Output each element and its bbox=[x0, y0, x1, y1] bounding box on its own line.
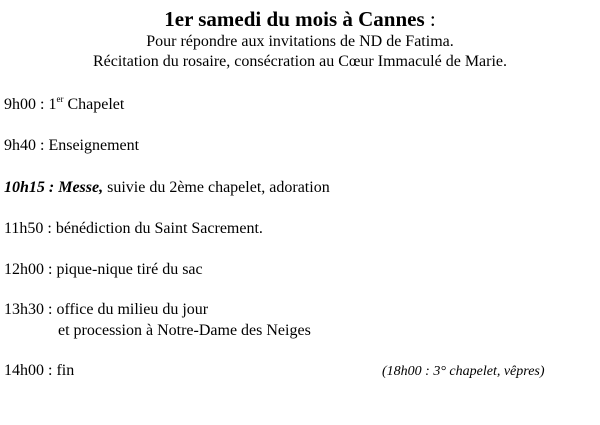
document-header bbox=[0, 6, 600, 72]
title-suffix: : bbox=[424, 7, 436, 31]
schedule-item-0900-sup: er bbox=[56, 93, 64, 104]
schedule-item-1015-rest: suivie du 2ème chapelet, adoration bbox=[103, 179, 330, 196]
schedule-item-1200: 12h00 : pique-nique tiré du sac bbox=[4, 261, 203, 278]
schedule-item-1330-continuation: et procession à Notre-Dame des Neiges bbox=[58, 322, 311, 339]
schedule-item-1330: 13h30 : office du milieu du jour bbox=[4, 301, 209, 318]
schedule-item-0900-prefix: 9h00 : 1 bbox=[4, 96, 57, 113]
schedule-item-0900 bbox=[4, 95, 124, 115]
schedule-item-0900-rest: Chapelet bbox=[63, 96, 125, 113]
schedule-item-1150: 11h50 : bénédiction du Saint Sacrement. bbox=[4, 220, 263, 237]
schedule-item-0940: 9h40 : Enseignement bbox=[4, 137, 140, 154]
subtitle-line-1: Pour répondre aux invitations de ND de Fatima. bbox=[146, 33, 454, 50]
schedule-item-1015 bbox=[4, 178, 330, 198]
subtitle-line-2: Récitation du rosaire, consécration au Cœur Immaculé de Marie. bbox=[92, 53, 508, 70]
schedule-item-1400: 14h00 : fin bbox=[4, 362, 75, 379]
title-bold: 1er samedi du mois à Cannes bbox=[164, 7, 425, 31]
page-title bbox=[0, 6, 600, 32]
schedule-item-1015-emph: 10h15 : Messe, bbox=[4, 179, 104, 196]
evening-note: (18h00 : 3° chapelet, vêpres) bbox=[382, 364, 545, 379]
